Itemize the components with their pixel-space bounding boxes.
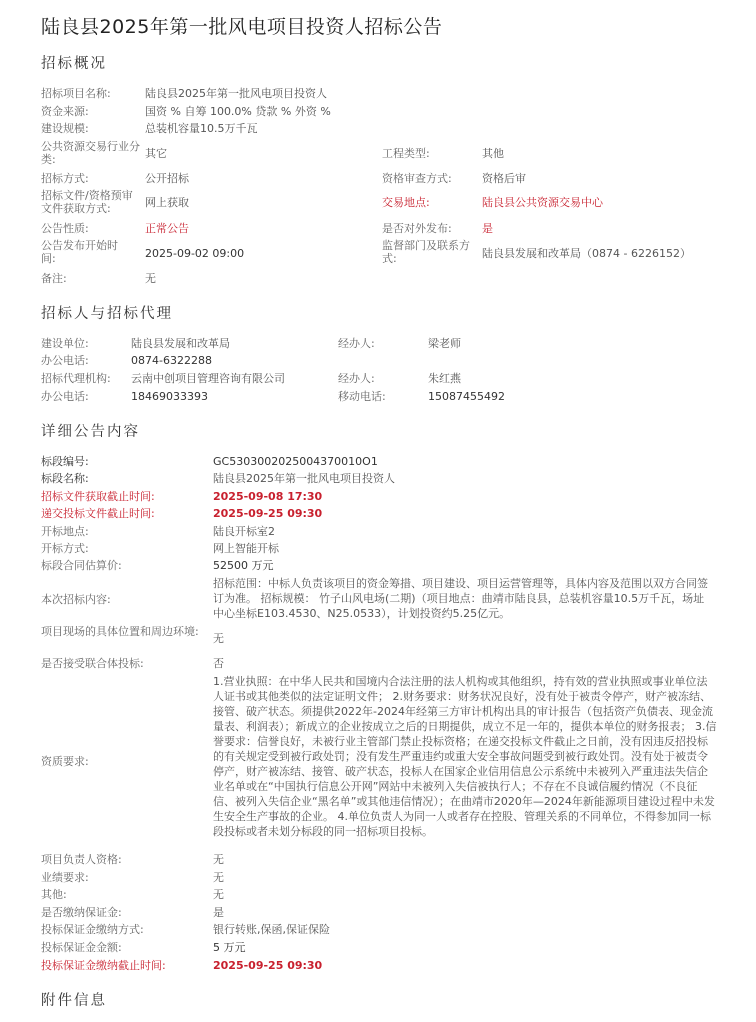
label: 资格审查方式: — [382, 172, 452, 185]
label: 投标保证金缴纳方式: — [41, 923, 144, 936]
label: 项目负责人资格: — [41, 853, 122, 866]
label: 是否对外发布: — [382, 222, 452, 235]
label: 业绩要求: — [41, 871, 89, 884]
section-heading-overview: 招标概况 — [41, 56, 107, 72]
value: 陆良县公共资源交易中心 — [482, 196, 603, 209]
value: 网上获取 — [145, 196, 189, 209]
label: 监督部门及联系方式: — [382, 239, 470, 265]
label: 办公电话: — [41, 390, 89, 403]
label: 公告性质: — [41, 222, 89, 235]
value: 梁老师 — [428, 337, 461, 350]
value: 国资 % 自筹 100.0% 贷款 % 外资 % — [145, 105, 331, 118]
value: 0874-6322288 — [131, 354, 212, 367]
value: 52500 万元 — [213, 559, 274, 572]
label: 投标保证金缴纳截止时间: — [41, 959, 166, 972]
label: 经办人: — [338, 337, 375, 350]
value: 网上智能开标 — [213, 542, 279, 555]
value: 陆良县2025年第一批风电项目投资人 — [213, 472, 395, 485]
value: 无 — [213, 632, 224, 645]
value: 无 — [145, 272, 156, 285]
label: 资金来源: — [41, 105, 89, 118]
label: 经办人: — [338, 372, 375, 385]
label: 资质要求: — [41, 755, 89, 768]
tender-content-text: 招标范围：中标人负责该项目的资金筹措、项目建设、项目运营管理等，具体内容及范围以双方合同签订为准。 招标规模： 竹子山风电场(二期)（项目地点：曲靖市陆良县，总装机容量10.5万千瓦，场址中心坐标E103.4530、N25.0533），计划投资约5.25亿元。 — [213, 577, 708, 620]
value: 朱红燕 — [428, 372, 461, 385]
value: 2025-09-25 09:30 — [213, 507, 323, 520]
qualification-text: 1.营业执照：在中华人民共和国境内合法注册的法人机构或其他组织，持有效的营业执照或事业单位法人证书或其他类似的法定证明文件； 2.财务要求：财务状况良好，没有处于被责令停产，财产被冻结、接管、破产状态。须提供2022年-2024年经第三方审计机构出具的审计报告（包括资产负债表、现金流量表、利润表）；新成立的企业按成立之后的日期提供，成立不足一年的，提供本单位的财务报表； 3.信誉要求：信誉良好，未被行业主管部门禁止投标资格；在递交投标文件截止之日前，没有因违反招投标的有关规定受到被行政处罚；没有发生严重违约或重大安全事故问题受到被行政处罚。没有处于被责令停产，财产被冻结、接管、破产状态，投标人在国家企业信用信息公示系统中未被列入严重违法失信企业名单或在“中国执行信息公开网”网站中未被列入失信被执行人；不存在不良诚信履约情况（不良征信、被列入失信企业“黑名单”或其他违信情况）；在曲靖市2020年—2024年新能源项目建设过程中未发生安全生产事故的企业。 4.单位负责人为同一人或者存在控股、管理关系的不同单位，不得参加同一标段投标或者未划分标段的同一招标项目投标。 — [213, 675, 717, 838]
label: 建设单位: — [41, 337, 89, 350]
label: 标段名称: — [41, 472, 89, 485]
label: 备注: — [41, 272, 67, 285]
value: 陆良县发展和改革局 — [131, 337, 230, 350]
value: 无 — [213, 853, 224, 866]
value: 2025-09-02 09:00 — [145, 247, 245, 260]
label: 公告发布开始时间: — [41, 239, 118, 265]
label: 本次招标内容: — [41, 593, 111, 606]
label: 是否缴纳保证金: — [41, 906, 122, 919]
value: 总装机容量10.5万千瓦 — [145, 122, 258, 135]
label: 其他: — [41, 888, 67, 901]
label: 招标文件获取截止时间: — [41, 490, 155, 503]
value: 其它 — [145, 147, 167, 160]
label: 交易地点: — [382, 196, 430, 209]
value: 云南中创项目管理咨询有限公司 — [131, 372, 285, 385]
value: 陆良县2025年第一批风电项目投资人 — [145, 87, 327, 100]
label: 招标项目名称: — [41, 87, 111, 100]
label: 开标方式: — [41, 542, 89, 555]
value: 否 — [213, 657, 224, 670]
value: 正常公告 — [145, 222, 189, 235]
label: 标段编号: — [41, 455, 89, 468]
value: 15087455492 — [428, 390, 505, 403]
label: 标段合同估算价: — [41, 559, 122, 572]
value: 资格后审 — [482, 172, 526, 185]
value: 2025-09-25 09:30 — [213, 959, 323, 972]
value: 18469033393 — [131, 390, 208, 403]
value: 银行转账,保函,保证保险 — [213, 923, 330, 936]
value: 其他 — [482, 147, 504, 160]
value: 2025-09-08 17:30 — [213, 490, 323, 503]
value: 是 — [482, 222, 493, 235]
section-heading-parties: 招标人与招标代理 — [41, 306, 173, 322]
label: 工程类型: — [382, 147, 430, 160]
value: 5 万元 — [213, 941, 246, 954]
label: 招标代理机构: — [41, 372, 111, 385]
label: 建设规模: — [41, 122, 89, 135]
value: 无 — [213, 871, 224, 884]
value: 陆良开标室2 — [213, 525, 275, 538]
label: 开标地点: — [41, 525, 89, 538]
label: 公共资源交易行业分类: — [41, 140, 140, 166]
label: 办公电话: — [41, 354, 89, 367]
value: 陆良县发展和改革局（0874 - 6226152） — [482, 247, 691, 260]
section-heading-details: 详细公告内容 — [41, 424, 140, 440]
section-heading-attachments: 附件信息 — [41, 993, 107, 1009]
value: GC5303002025004370010O1 — [213, 455, 378, 468]
label: 移动电话: — [338, 390, 386, 403]
label: 招标方式: — [41, 172, 89, 185]
label: 招标文件/资格预审文件获取方式: — [41, 189, 133, 215]
label: 投标保证金金额: — [41, 941, 122, 954]
label: 递交投标文件截止时间: — [41, 507, 155, 520]
page-title: 陆良县2025年第一批风电项目投资人招标公告 — [41, 16, 443, 38]
value: 无 — [213, 888, 224, 901]
value: 是 — [213, 906, 224, 919]
value: 公开招标 — [145, 172, 189, 185]
label: 项目现场的具体位置和周边环境: — [41, 625, 199, 638]
label: 是否接受联合体投标: — [41, 657, 144, 670]
